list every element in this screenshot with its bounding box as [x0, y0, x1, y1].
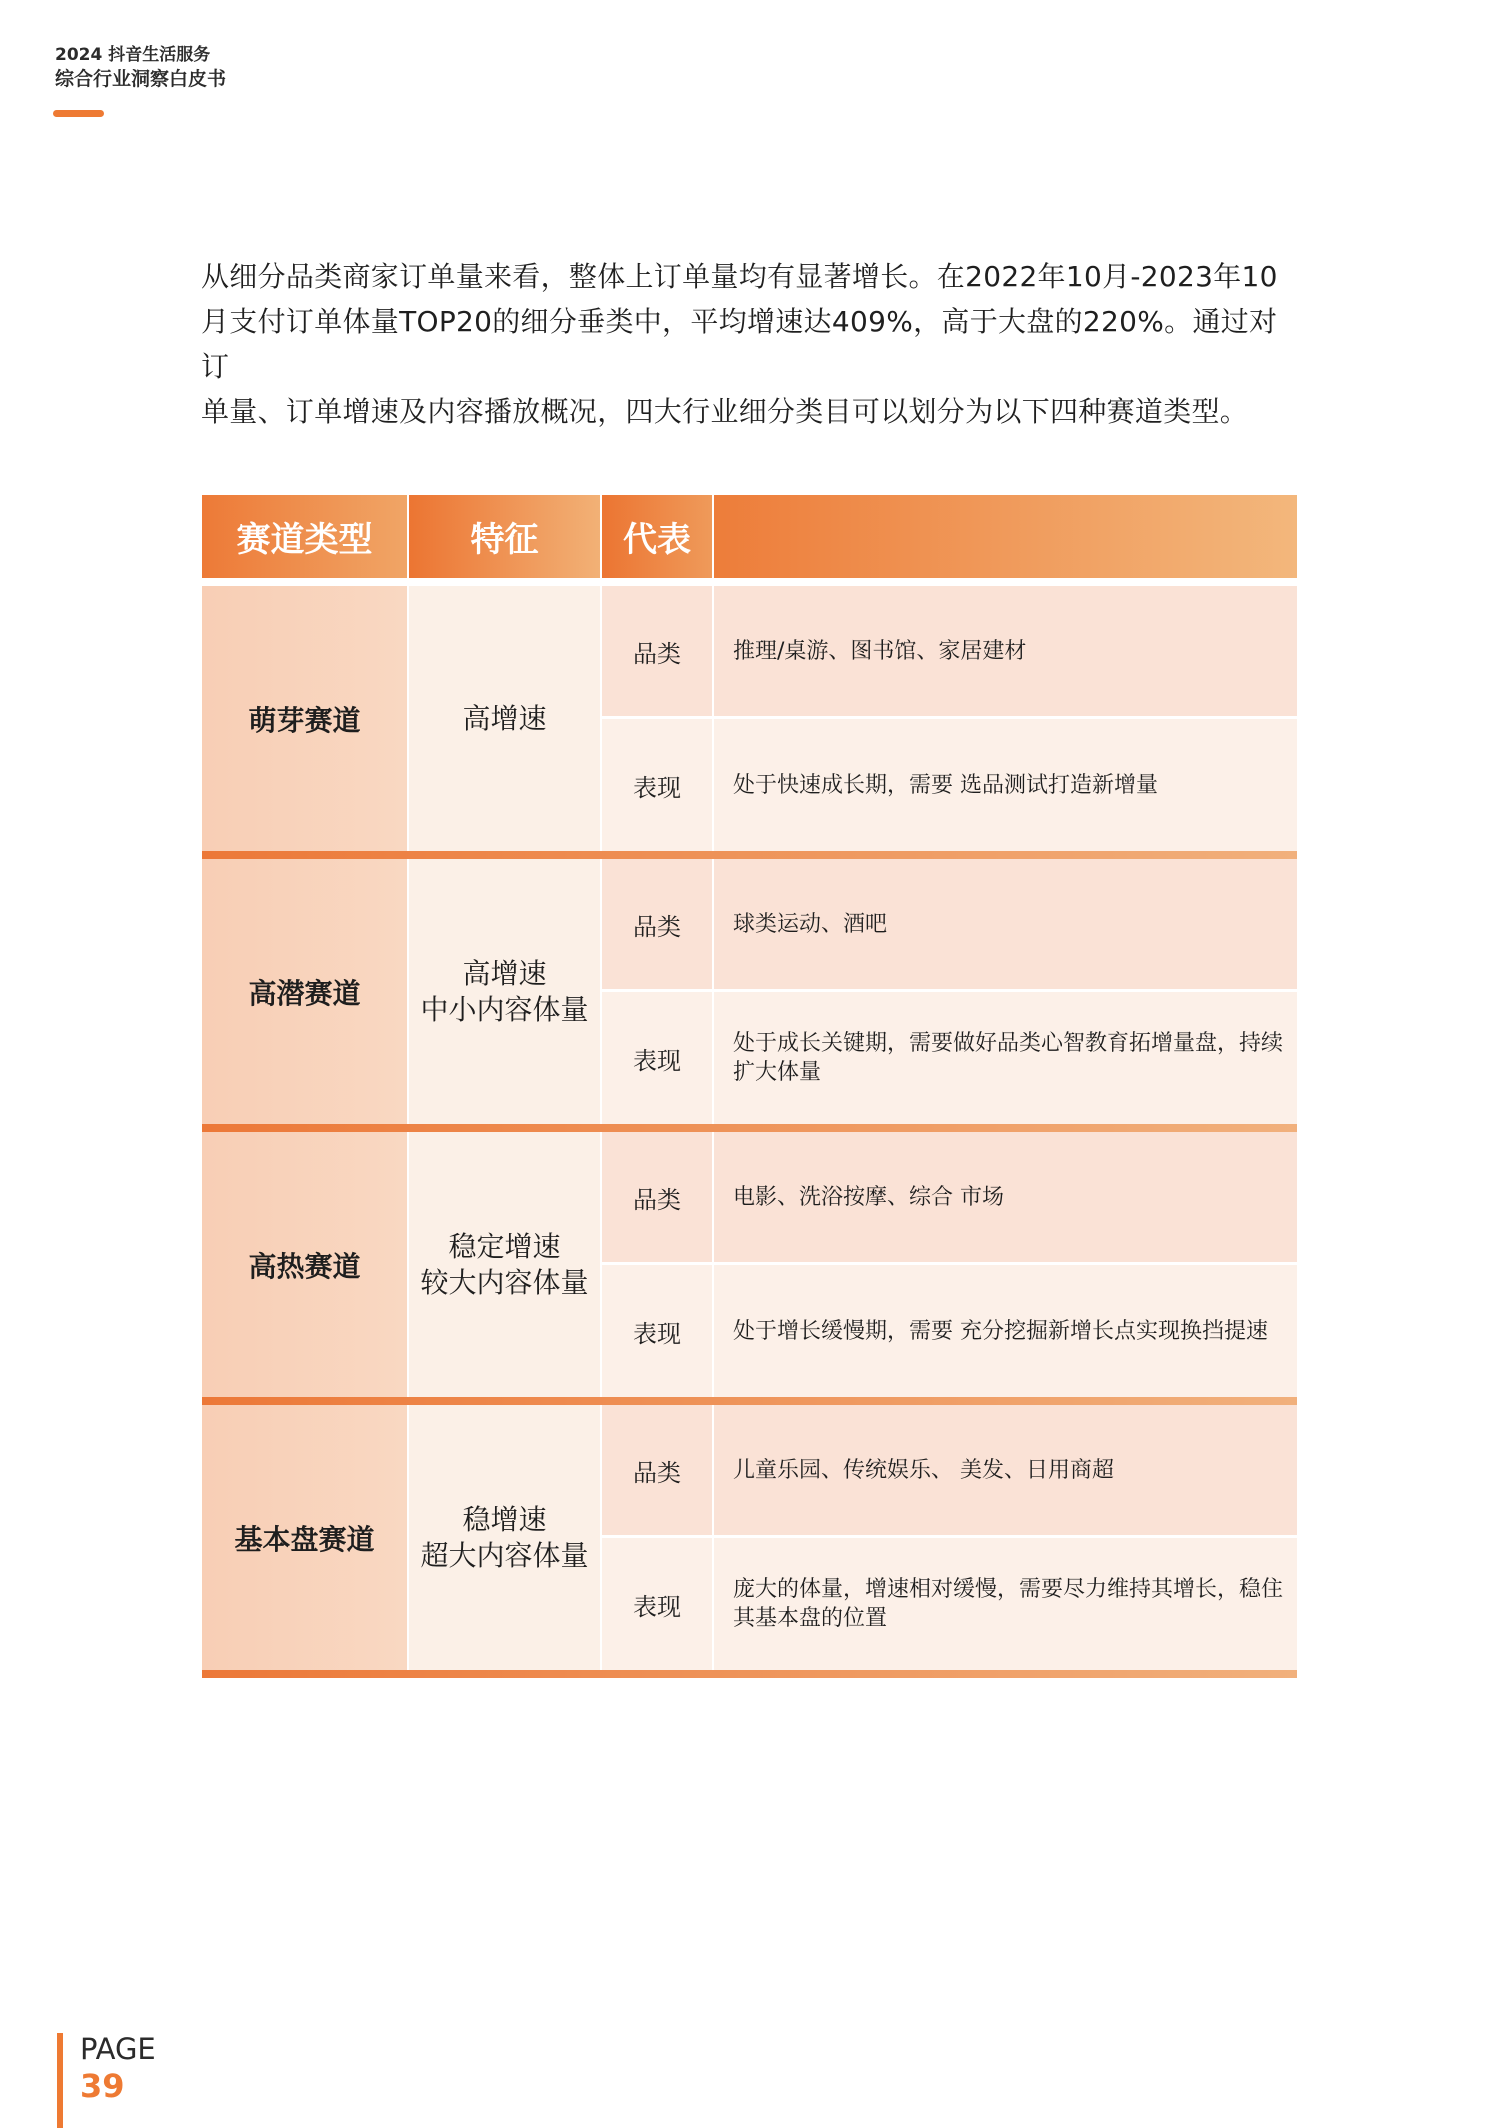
- document-header: [55, 44, 226, 92]
- feature-line: 较大内容体量: [420, 1265, 589, 1299]
- category-value: 球类运动、酒吧: [714, 859, 1297, 989]
- intro-line: 月支付订单体量TOP20的细分垂类中，平均增速达409%，高于大盘的220%。通过对订: [201, 305, 1278, 383]
- header-year-title: 2024 抖音生活服务: [55, 45, 211, 65]
- table-row-group: [202, 1405, 1297, 1670]
- page-number: 39: [80, 2067, 125, 2105]
- header-accent-bar: [53, 110, 104, 117]
- category-label: 品类: [602, 1132, 712, 1262]
- row-divider: [202, 1397, 1297, 1405]
- category-label: 品类: [602, 859, 712, 989]
- track-type-cell: 高潜赛道: [202, 859, 407, 1124]
- header-representative-extension: [714, 495, 1297, 578]
- performance-label: 表现: [602, 1538, 712, 1670]
- feature-cell: [409, 1132, 600, 1397]
- table-row-group: [202, 586, 1297, 851]
- feature-line: 超大内容体量: [420, 1538, 589, 1572]
- page-label: PAGE: [80, 2032, 156, 2066]
- row-divider: [202, 1124, 1297, 1132]
- feature-cell: [409, 859, 600, 1124]
- performance-label: 表现: [602, 719, 712, 851]
- feature-cell: [409, 586, 600, 851]
- row-divider: [202, 851, 1297, 859]
- feature-line: 中小内容体量: [420, 992, 589, 1026]
- feature-line: 高增速: [462, 701, 547, 735]
- header-feature: 特征: [409, 495, 600, 578]
- category-value: 儿童乐园、传统娱乐、 美发、日用商超: [714, 1405, 1297, 1535]
- feature-cell: [409, 1405, 600, 1670]
- category-label: 品类: [602, 586, 712, 716]
- table-row-group: [202, 859, 1297, 1124]
- header-report-title: 综合行业洞察白皮书: [55, 68, 227, 90]
- header-representative: 代表: [602, 495, 712, 578]
- row-divider: [202, 1670, 1297, 1678]
- performance-value: 处于成长关键期，需要做好品类心智教育拓增量盘，持续扩大体量: [714, 992, 1297, 1124]
- category-label: 品类: [602, 1405, 712, 1535]
- header-track-type: 赛道类型: [202, 495, 407, 578]
- footer-accent-bar: [57, 2033, 63, 2128]
- category-value: 电影、洗浴按摩、综合 市场: [714, 1132, 1297, 1262]
- performance-label: 表现: [602, 992, 712, 1124]
- feature-line: 稳增速: [462, 1502, 547, 1536]
- table-row-group: [202, 1132, 1297, 1397]
- feature-line: 稳定增速: [448, 1229, 561, 1263]
- feature-line: 高增速: [462, 956, 547, 990]
- track-type-table: [202, 495, 1297, 1631]
- track-type-cell: 高热赛道: [202, 1132, 407, 1397]
- performance-value: 处于快速成长期，需要 选品测试打造新增量: [714, 719, 1297, 851]
- intro-line: 单量、订单增速及内容播放概况，四大行业细分类目可以划分为以下四种赛道类型。: [201, 395, 1249, 428]
- table-header: [202, 495, 1297, 578]
- intro-paragraph: [201, 254, 1301, 434]
- intro-line: 从细分品类商家订单量来看，整体上订单量均有显著增长。在2022年10月-2023年10: [201, 260, 1278, 293]
- performance-label: 表现: [602, 1265, 712, 1397]
- performance-value: 庞大的体量，增速相对缓慢，需要尽力维持其增长，稳住其基本盘的位置: [714, 1538, 1297, 1670]
- performance-value: 处于增长缓慢期，需要 充分挖掘新增长点实现换挡提速: [714, 1265, 1297, 1397]
- track-type-cell: 基本盘赛道: [202, 1405, 407, 1670]
- category-value: 推理/桌游、图书馆、家居建材: [714, 586, 1297, 716]
- track-type-cell: 萌芽赛道: [202, 586, 407, 851]
